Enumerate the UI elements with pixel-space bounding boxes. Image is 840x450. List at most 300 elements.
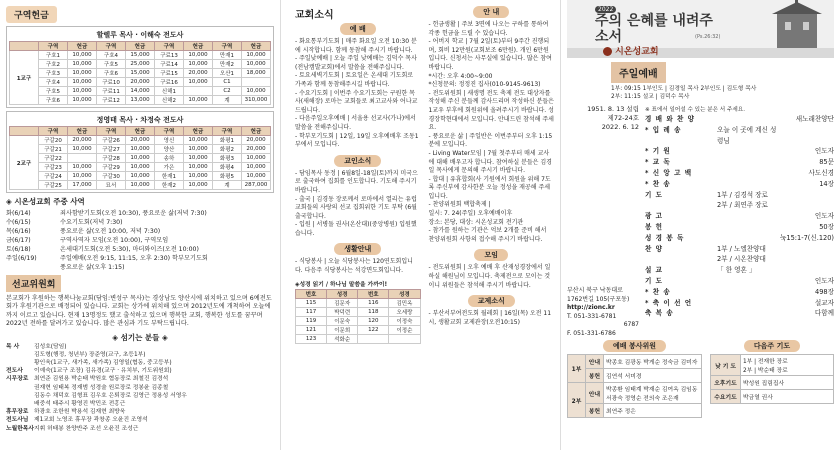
district-side-label: 1교구	[10, 51, 39, 105]
staff-role: 전도사	[6, 368, 23, 375]
table-cell: 박덕련	[327, 307, 358, 316]
table-cell: 이정숙	[389, 316, 420, 325]
worship-news-item: - 다음주일오후예배 | 서울용 선교사(가나)에서 말씀을 전해주십니다.	[295, 115, 416, 131]
meeting-label: 모임	[474, 249, 508, 261]
order-leader: 설교자	[814, 298, 834, 307]
staff-role: 전도사님	[6, 417, 29, 424]
table-row	[10, 154, 271, 163]
table-cell: 287,000	[242, 181, 271, 190]
life-guide	[295, 258, 421, 275]
worship-order-item	[645, 168, 834, 179]
order-part: 광 고	[645, 212, 664, 221]
right-column	[560, 0, 840, 450]
member-news-label: 교인소식	[334, 155, 381, 167]
table-cell: 10,000	[242, 172, 271, 181]
table-cell	[184, 87, 213, 96]
table-cell: 10,000	[184, 60, 213, 69]
table-cell: 10,000	[68, 51, 97, 60]
table-cell: 10,000	[126, 181, 155, 190]
order-detail	[717, 168, 780, 179]
table-cell: 15,000	[126, 51, 155, 60]
table-cell: 한재2	[155, 181, 184, 190]
table-cell	[389, 334, 420, 343]
order-detail: 「 한 영혼 」	[717, 266, 756, 275]
table-cell: 10,000	[184, 96, 213, 105]
order-part: 설 교	[645, 266, 664, 275]
church-emblem-icon	[603, 47, 612, 56]
district-table-1	[6, 26, 274, 108]
table-cell: 구갈26	[97, 136, 126, 145]
worship-order-item	[645, 276, 834, 287]
table-cell: 구갈21	[39, 145, 68, 154]
table-row	[10, 136, 271, 145]
order-leader	[780, 190, 834, 201]
mission-text: 본교회가 후원하는 행복나눔교회(담임:변성구 목사)는 경상남도 양산시에 위치하고 있으며 6예전도회가 후원기관으로 배정되어 있습니다. 교회는 상가에 위치해 있으며 2012년도에 개척하여 오늘에까지 이르고 있습니다. 현재 13명정도 했고 출석하고 있으며 행복한 교회, 행복한 성도를 꿈꾸며 2022년 전하를 달려가고 있습니다. 많은 관심과 기도 부탁드립니다.	[6, 295, 272, 328]
church-phone: T. 051-331-6781	[567, 312, 617, 320]
service-role: 안내	[586, 383, 604, 404]
worship-news-item: - 주일낮예배 | 오늘 주일 낮예배는 김덕수 목사(전남캠발교회)에서 말씀을 전해주십니다.	[295, 55, 417, 71]
table-cell: 김문자	[327, 298, 358, 307]
staff-row	[6, 359, 274, 367]
weekly-ministry-item	[6, 218, 274, 227]
column-header: 구역	[155, 42, 184, 51]
bulletin-date: 2022. 6. 12	[601, 123, 639, 131]
table-cell: 10,000	[242, 87, 271, 96]
guide-item: - 찬양위원회 백합축제 |	[428, 201, 491, 209]
weekday: 화(6/14)	[6, 210, 31, 217]
life-guide-item: - 식당봉사 | 오늘 식당봉사는 120연도회입니다. 다음주 식당봉사는 석강면도회입니다.	[295, 258, 413, 275]
service-role: 봉헌	[586, 369, 604, 383]
guide-item: 일시: 7. 24(주일) 오후예배이후	[428, 210, 513, 218]
order-part: 성 경 봉 독	[645, 233, 685, 242]
table-row	[296, 325, 421, 334]
column-header: 헌금	[68, 127, 97, 136]
column-header: 헌금	[184, 42, 213, 51]
table-cell: 만재2	[213, 60, 242, 69]
table-row	[568, 383, 702, 404]
church-name: 시온성교회	[615, 47, 659, 57]
next-prayer-title: 다음주 기도	[744, 340, 800, 352]
staff-names: 김성호(담임)	[34, 343, 67, 350]
service-volunteers-title: 예배 봉사위원	[603, 340, 666, 352]
table-cell: 신해1	[155, 87, 184, 96]
church-logo	[603, 44, 659, 57]
district-table-2	[6, 111, 274, 193]
ministry-detail: 주일예배(오전 9:15, 11:15, 오후 2:30) 학부모기도회	[60, 255, 208, 262]
table-row	[296, 307, 421, 316]
column-header: 구역	[39, 42, 68, 51]
weekly-ministry-title: ◈ 시온성교회 주중 사역	[6, 197, 85, 206]
column-header: 성경	[327, 289, 358, 298]
worship-order-item	[645, 222, 834, 233]
ministry-detail: 죄사함받기도회(오전 10:30), 풍요로운 삶(저녁 7:30)	[60, 210, 207, 217]
sunday-worship-heading: 주일예배	[611, 62, 666, 83]
guide-item: - Living Water모임 | 7월 첫주부터 매세 교사에 대해 배우고자 합니다. 참여하실 분들은 김경일 목사에게 문의해 주시기 바랍니다.	[428, 149, 552, 175]
table-cell: 119	[296, 316, 327, 325]
guide-item: - 헌금생활 | 주보 3면에 나오는 구하를 통하여 각종 헌금을 드릴 수 있습니다.	[428, 21, 549, 37]
worship-order-item	[645, 244, 834, 255]
table-row	[10, 60, 271, 69]
table-row	[296, 316, 421, 325]
order-detail: 오늘 이 곳에 계신 성령님	[717, 125, 777, 145]
order-detail	[717, 157, 780, 168]
worship-order-item	[645, 200, 834, 211]
order-part: 경 배 와 찬 양	[645, 115, 696, 123]
worship-news-item: - 수요기도회 | 이번주 수요기도회는 구원한 목사(새해장) 로마는 교회들로 최고교사와 어나교 드립니다.	[295, 89, 418, 114]
table-cell: 구료13	[155, 51, 184, 60]
worship-label: 예 배	[340, 23, 376, 35]
table-cell: 10,000	[126, 163, 155, 172]
table-cell	[358, 334, 389, 343]
order-detail	[717, 287, 780, 298]
column-header: 헌금	[242, 42, 271, 51]
table-cell: 10,000	[242, 51, 271, 60]
staff-names: 권재현 임태복 정재범 성경술 원로장로 정봉윤 김종철	[34, 384, 169, 391]
order-part: 기 도	[645, 276, 664, 285]
table-cell: 10,000	[242, 154, 271, 163]
district-side-header	[10, 127, 39, 136]
ministry-detail: 풍요로운 삶(오전 10:00, 저녁 7:30)	[60, 228, 161, 235]
fellowship-label: 교제소식	[468, 295, 515, 307]
table-cell: 25,000	[126, 60, 155, 69]
table-cell: 20,000	[242, 136, 271, 145]
table-cell: 구료14	[155, 60, 184, 69]
table-cell: 구호4	[97, 51, 126, 60]
staff-role	[6, 351, 34, 359]
church-phone-2: 6787	[623, 321, 639, 328]
table-cell	[242, 78, 271, 87]
weekly-ministry-item	[6, 263, 274, 272]
table-cell: 10,000	[184, 51, 213, 60]
table-cell: 화평4	[213, 163, 242, 172]
table-cell: 121	[296, 325, 327, 334]
service-part: 1부	[568, 355, 586, 383]
table-cell: 10,000	[184, 172, 213, 181]
staff-row	[6, 375, 274, 383]
prayer-person: 1부 | 전재한 장로 2부 | 박순태 장로	[741, 355, 834, 376]
table-cell: 20,000	[68, 136, 97, 145]
worship-order-item	[645, 287, 834, 298]
table-cell: 묘서	[97, 181, 126, 190]
staff-role: 시무장로	[6, 376, 29, 383]
prayer-slot: 오후기도	[711, 376, 741, 390]
table-cell: 구갈27	[97, 145, 126, 154]
column-header: 헌금	[126, 42, 155, 51]
column-header: 구역	[155, 127, 184, 136]
column-header: 구역	[97, 42, 126, 51]
guide-item: *신청문의: 정정진 집사(010-9145-9613)	[428, 81, 541, 89]
column-header: 번호	[296, 289, 327, 298]
table-row	[10, 69, 271, 78]
table-cell: 10,000	[68, 69, 97, 78]
table-cell: 10,000	[242, 163, 271, 172]
weekly-ministry-list	[6, 209, 274, 272]
church-fax: F. 051-331-6786	[567, 329, 616, 337]
founded-date: 1951. 8. 13 설립	[587, 105, 639, 113]
table-cell: C1	[213, 78, 242, 87]
ministry-detail: 온세대기도회(오전 5:30), 마더와이즈(오전 10:00)	[60, 246, 199, 253]
table-row	[10, 87, 271, 96]
service-part: 2부	[568, 383, 586, 418]
order-leader	[780, 200, 834, 211]
column-header: 구역	[213, 127, 242, 136]
service-names: 박종호 김광동 박게순 정숙금 김미자	[604, 355, 702, 369]
district-side-label: 2교구	[10, 136, 39, 190]
order-part	[645, 200, 717, 211]
table-cell: 20,000	[126, 136, 155, 145]
weekday: 금(6/17)	[6, 237, 31, 244]
order-detail	[717, 222, 780, 233]
service-schedule-1: 1부: 09:15 1부인도 | 김경일 목사 2부인도 | 김도형 목사	[611, 86, 757, 92]
bible-reading-title: ◈성경 읽기 / 하나님 말씀을 가까이!	[295, 281, 388, 288]
order-detail: 1부 / 노엘찬양대	[717, 244, 766, 253]
weekday: 목(6/16)	[6, 228, 31, 235]
order-part: 찬 양	[645, 244, 664, 253]
worship-order-item	[645, 157, 834, 168]
mission-title: 선교위원회	[6, 275, 61, 292]
worship-order-item	[645, 146, 834, 157]
cover-banner	[567, 0, 834, 58]
staff-names: 최연준 김원용 박순태 박원호 협동장로 최철진 김경석	[34, 376, 169, 383]
table-cell: 10,000	[126, 145, 155, 154]
column-header: 헌금	[184, 127, 213, 136]
order-leader: 498장	[815, 287, 834, 296]
table-cell: 10,000	[126, 172, 155, 181]
order-leader: 다함께	[814, 309, 834, 318]
staff-row	[6, 408, 274, 416]
order-detail	[717, 276, 780, 287]
table-cell: 이문숙	[327, 316, 358, 325]
table-cell: 석화순	[327, 334, 358, 343]
order-part: * 찬 송	[645, 179, 671, 188]
member-news	[295, 170, 421, 239]
table-cell: 17,000	[68, 181, 97, 190]
table-cell: 10,000	[184, 136, 213, 145]
table-cell: 이문희	[327, 325, 358, 334]
cover-title	[595, 6, 721, 45]
guide-item: *시간: 오후 4:00~9:00	[428, 72, 493, 80]
table-cell: 구호2	[39, 60, 68, 69]
table-cell: 구료16	[155, 78, 184, 87]
table-cell: 화평3	[213, 154, 242, 163]
staff-list	[6, 343, 274, 433]
table-cell: 구호1	[39, 51, 68, 60]
table-row	[10, 78, 271, 87]
fellowship-list	[429, 310, 555, 327]
issue-number: 제72-24호	[607, 114, 639, 122]
table-cell: 10,000	[184, 181, 213, 190]
staff-role: 목 사	[6, 343, 20, 350]
district-2-subtitle: 정영태 목사 · 차정숙 전도사	[96, 116, 184, 124]
table-cell: 구갈25	[39, 181, 68, 190]
order-detail	[717, 211, 780, 222]
table-cell: 구료12	[97, 96, 126, 105]
staff-row	[6, 416, 274, 424]
table-cell: 구갈20	[39, 136, 68, 145]
table-row	[10, 163, 271, 172]
table-cell: 구갈22	[39, 154, 68, 163]
table-row	[711, 390, 834, 404]
order-part: * 입 례 송	[645, 125, 682, 134]
table-row	[568, 369, 702, 383]
staff-role	[6, 359, 34, 367]
table-cell: 15,000	[126, 69, 155, 78]
order-leader	[780, 244, 834, 255]
fellowship-item: - 부산서부여전도회 월레회 | 16일(목) 오전 11시, 생활교회 교제관장(오전10:15)	[428, 310, 552, 326]
table-cell: 화평1	[213, 136, 242, 145]
order-detail: 2부 / 최연주 장로	[717, 201, 768, 210]
weekly-ministry-item	[6, 254, 274, 263]
table-cell: 오세랑	[389, 307, 420, 316]
prayer-person: 박성원 집림집사	[741, 376, 834, 390]
worship-order-item	[645, 298, 834, 309]
table-cell: 118	[358, 307, 389, 316]
worship-order-item	[645, 114, 834, 125]
life-guide-label: 생활안내	[334, 243, 381, 255]
table-cell: 10,000	[126, 154, 155, 163]
order-part: * 교 독	[645, 158, 671, 167]
order-part: 봉 헌	[645, 222, 664, 231]
staff-names: 황인욱(1교구, 새가족, 새가족) 김영일(협동, 중고등부)	[34, 360, 172, 367]
table-cell: 구호5	[97, 60, 126, 69]
column-header: 구역	[97, 127, 126, 136]
staff-names: 김동수 채덕호 김형표 김우호 은퇴장로 김영근 정용성 서영우	[34, 392, 187, 399]
meeting-item: - 전도위원회 | 오후 예배 후 산재성경장에서 일하실 해원님이 모입니다. 축제전으로 모이는 것이니 위원들은 참석해 주시기 바랍니다.	[428, 264, 551, 289]
guide-label: 안 내	[473, 6, 509, 18]
service-role: 안내	[586, 355, 604, 369]
table-cell: 18,000	[242, 69, 271, 78]
worship-news-item: - 화요통부기도회 | 매주 화요일 오전 10:30 분에 시작합니다. 함께 동참해 주시기 바랍니다.	[295, 38, 417, 54]
table-cell: 123	[296, 334, 327, 343]
column-header: 구역	[39, 127, 68, 136]
guide-item: - 전도위원회 | 새생명 전도 축제 전도 대상자를 작성해 주신 분들께 감사드리며 작성하신 분들은 1교우 부후에 회원위에 올려주시기 바랍니다. 성경장학현대에서 모입니다. 안내드린 참석해 주세요.	[428, 89, 554, 132]
table-cell: 화평2	[213, 145, 242, 154]
table-cell: 송하	[155, 154, 184, 163]
order-leader: 인도자	[814, 276, 834, 285]
column-header: 헌금	[126, 127, 155, 136]
table-cell: 구갈30	[97, 172, 126, 181]
worship-order-item	[645, 308, 834, 319]
table-cell: 122	[358, 325, 389, 334]
table-row	[296, 334, 421, 343]
table-cell: 구호6	[97, 69, 126, 78]
table-row	[296, 298, 421, 307]
table-cell: 한재1	[155, 172, 184, 181]
next-prayer-table	[710, 354, 834, 404]
order-leader: 인도자	[814, 147, 834, 156]
table-cell: 구갈28	[97, 154, 126, 163]
table-cell: 14,000	[126, 87, 155, 96]
table-cell: 계	[213, 96, 242, 105]
table-cell: 13,000	[126, 96, 155, 105]
district-2-table	[9, 126, 271, 190]
theme-verse: (Ps.26:32)	[695, 34, 721, 40]
prayer-slot: 수요기도	[711, 390, 741, 404]
order-leader	[780, 265, 834, 276]
table-cell: 가은	[155, 163, 184, 172]
service-schedule-2: 2부: 11:15 설교 | 김덕수 목사	[611, 94, 690, 100]
table-row	[10, 145, 271, 154]
worship-order-item	[645, 190, 834, 201]
prayer-slot: 낮 기 도	[711, 355, 741, 376]
table-row	[568, 355, 702, 369]
table-cell: C2	[213, 87, 242, 96]
order-leader	[780, 125, 834, 147]
order-detail	[717, 179, 780, 190]
staff-names: 지휘 허태봉 찬양반주 조선 오윤진 조성근	[34, 425, 139, 432]
column-header: 번호	[358, 289, 389, 298]
order-detail	[717, 233, 780, 244]
weekly-ministry-item	[6, 245, 274, 254]
table-cell: 10,000	[68, 96, 97, 105]
table-cell: 구료15	[155, 69, 184, 78]
staff-row	[6, 400, 274, 408]
table-cell: 구호6	[39, 96, 68, 105]
worship-order-item	[645, 254, 834, 265]
bible-reading-table	[295, 289, 421, 344]
weekly-ministry-item	[6, 236, 274, 245]
weekday: 수(6/15)	[6, 219, 31, 226]
address-line-1: 부산시 북구 낙동대로	[567, 287, 623, 294]
order-part: 축 복 송	[645, 309, 674, 318]
order-detail	[717, 308, 780, 319]
district-side-header	[10, 42, 39, 51]
district-1-subtitle: 할렐루 목사 · 이해숙 전도사	[96, 31, 184, 39]
table-cell: 구호5	[39, 87, 68, 96]
ministry-detail: 풍요로운 삶(오후 1:15)	[60, 264, 125, 271]
middle-column	[280, 0, 560, 450]
column-header: 헌금	[242, 127, 271, 136]
table-cell: 10,000	[184, 163, 213, 172]
year-badge: 2022	[595, 6, 616, 13]
church-url[interactable]: http://zionc.kr	[567, 304, 615, 311]
order-leader: 85문	[819, 158, 834, 167]
guide-item: - 참가를 원하는 기관은 억보 2개를 준비 해서 찬양위원회 사항의 접수해 주시기 바랍니다.	[428, 227, 547, 243]
staff-names: 제1교회 노영조 휴무장 곽창종 오윤진 조영석	[34, 417, 148, 424]
staff-names: 하광호 조한원 박용석 김재현 최방욱	[34, 409, 126, 416]
service-names: 최연주 정은	[604, 404, 702, 418]
prayer-person: 박금열 권사	[741, 390, 834, 404]
staff-row	[6, 384, 274, 392]
table-cell: 구갈23	[39, 163, 68, 172]
table-cell: 20,000	[242, 145, 271, 154]
district-1-table	[9, 41, 271, 105]
table-cell: 20,000	[184, 69, 213, 78]
worship-order-item	[645, 265, 834, 276]
table-cell: 10,000	[242, 60, 271, 69]
member-news-item: - 입원 | 서병돌 권사(온산대)(중앙병원) 입원했습니다.	[295, 221, 417, 237]
standing-notice: ※ 표에서 일어설 수 있는 분은 서 주세요.	[645, 107, 745, 113]
staff-role	[6, 384, 34, 392]
table-cell: 115	[296, 298, 327, 307]
table-cell: 310,000	[242, 96, 271, 105]
order-part: 기 도	[645, 190, 664, 199]
meeting-list	[429, 264, 555, 290]
weekday	[6, 263, 60, 272]
service-names: 박종환 임태계 박재순 김여옥 김임동 서광숙 정영순 전의숙 조은재	[604, 383, 702, 404]
district-offering-title: 구역헌금	[6, 6, 57, 23]
guide-list	[429, 21, 555, 244]
table-cell: 117	[296, 307, 327, 316]
table-cell: 116	[358, 298, 389, 307]
table-cell: 120	[358, 316, 389, 325]
order-part	[645, 254, 717, 265]
order-detail	[717, 146, 780, 157]
table-cell: 신해2	[155, 96, 184, 105]
left-column	[0, 0, 280, 450]
staff-row	[6, 351, 274, 359]
order-leader	[780, 254, 834, 265]
